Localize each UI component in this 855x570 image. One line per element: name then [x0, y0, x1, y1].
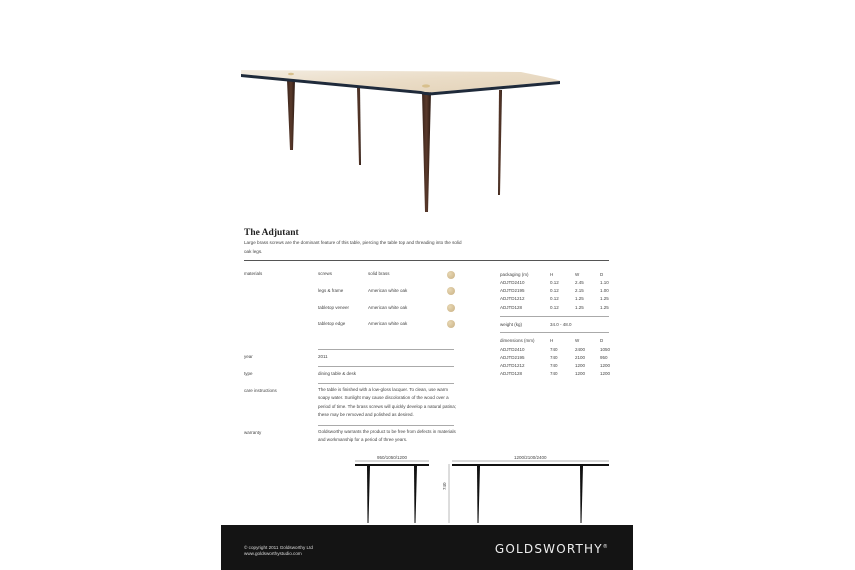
table-cell: ADJTD2410: [500, 347, 525, 352]
divider: [318, 383, 454, 384]
table-header: H: [550, 272, 554, 277]
table-header: H: [550, 338, 554, 343]
technical-drawing: [221, 455, 633, 525]
material-part: legs & frame: [318, 288, 344, 293]
table-cell: 1050: [600, 347, 611, 352]
footer-contact: [244, 545, 313, 557]
type-label: type: [244, 371, 253, 376]
material-value: American white oak: [368, 305, 408, 310]
table-cell: 1200: [575, 363, 586, 368]
oak-swatch: [447, 304, 455, 312]
material-part: tabletop edge: [318, 321, 346, 326]
table-cell: ADJTD2195: [500, 355, 525, 360]
table-cell: ADJTD1212: [500, 296, 525, 301]
divider: [500, 316, 609, 317]
weight-label: weight (kg): [500, 322, 523, 327]
registered-mark: ®: [602, 544, 609, 550]
divider: [318, 366, 454, 367]
table-cell: 0.12: [550, 288, 559, 293]
table-cell: 740: [550, 371, 558, 376]
table-cell: 0.12: [550, 305, 559, 310]
table-header: D: [600, 338, 604, 343]
divider: [244, 260, 609, 261]
table-cell: 2.15: [575, 288, 584, 293]
product-photo: [221, 0, 633, 225]
table-cell: ADJTD2410: [500, 280, 525, 285]
table-cell: ADJTD2195: [500, 288, 525, 293]
materials-label: materials: [244, 271, 263, 276]
table-cell: 950: [600, 355, 608, 360]
table-cell: 1.25: [600, 296, 609, 301]
year-label: year: [244, 354, 253, 359]
table-cell: 2.45: [575, 280, 584, 285]
table-cell: ADJTD1212: [500, 363, 525, 368]
material-value: American white oak: [368, 288, 408, 293]
year-value: 2011: [318, 354, 328, 359]
table-header: W: [575, 338, 580, 343]
weight-value: 34.0 - 48.0: [550, 322, 572, 327]
oak-swatch: [447, 320, 455, 328]
table-header: W: [575, 272, 580, 277]
table-cell: ADJTD128: [500, 305, 523, 310]
table-cell: ADJTD128: [500, 371, 523, 376]
table-cell: 740: [550, 363, 558, 368]
product-description: Large brass screws are the dominant feature of this table, piercing the table top and threading into the solid oak legs.: [244, 240, 462, 254]
table-cell: 1.25: [575, 296, 584, 301]
care-text: The table is finished with a low-gloss lacquer. To clean, use warm soapy water. Sunlight may cause discoloration of the wood over a period of time. The brass screws will quickly develop a natural patina; these may be removed and polished as desired.: [318, 387, 456, 417]
depth-dimension-label: 950/1050/1200: [377, 455, 408, 460]
table-cell: 0.12: [550, 296, 559, 301]
divider: [318, 425, 454, 426]
footer: [221, 525, 633, 570]
material-part: tabletop veneer: [318, 305, 350, 310]
warranty-text: Goldsworthy warrants the product to be free from defects in materials and workmanship for a period of three years.: [318, 429, 456, 443]
website-link[interactable]: www.goldsworthystudio.com: [244, 551, 302, 556]
table-cell: 1200: [600, 363, 611, 368]
table-header: D: [600, 272, 604, 277]
copyright-text: © copyright 2011 Goldsworthy Ltd: [244, 545, 313, 550]
height-dimension-label: 740: [442, 482, 447, 490]
brass-swatch: [447, 271, 455, 279]
table-header: packaging (m): [500, 272, 529, 277]
material-value: solid brass: [368, 271, 390, 276]
material-part: screws: [318, 271, 333, 276]
table-cell: 740: [550, 355, 558, 360]
table-cell: 1.25: [575, 305, 584, 310]
table-cell: 1.25: [600, 305, 609, 310]
divider: [500, 332, 609, 333]
table-cell: 1.00: [600, 288, 609, 293]
table-cell: 2100: [575, 355, 586, 360]
table-cell: 740: [550, 347, 558, 352]
table-cell: 1.10: [600, 280, 609, 285]
oak-swatch: [447, 287, 455, 295]
type-value: dining table & desk: [318, 371, 357, 376]
material-value: American white oak: [368, 321, 408, 326]
brand-name: GOLDSWORTHY: [494, 542, 603, 556]
table-header: dimensions (mm): [500, 338, 535, 343]
brand-logo: [495, 542, 609, 556]
warranty-label: warranty: [244, 430, 262, 435]
product-title: The Adjutant: [244, 228, 299, 238]
table-cell: 1200: [600, 371, 611, 376]
table-cell: 2400: [575, 347, 586, 352]
care-label: care instructions: [244, 388, 277, 393]
divider: [318, 349, 454, 350]
spec-sheet: [221, 0, 633, 570]
width-dimension-label: 1200/2100/2400: [514, 455, 547, 460]
table-cell: 0.12: [550, 280, 559, 285]
table-cell: 1200: [575, 371, 586, 376]
